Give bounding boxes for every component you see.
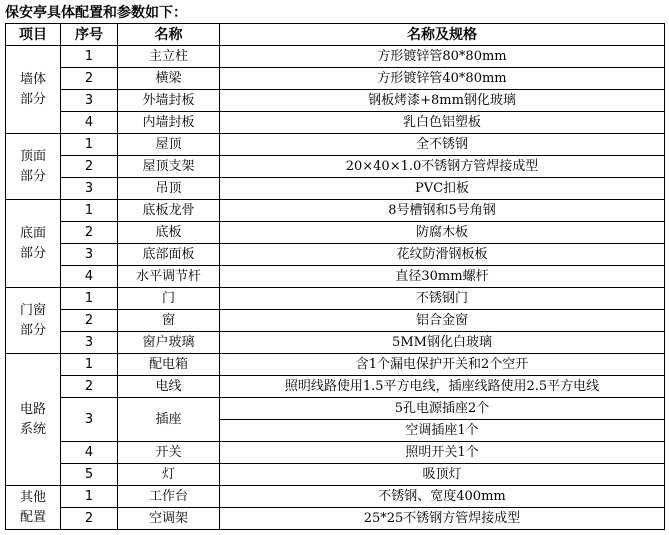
category-label: 墙体 [19,71,46,87]
item-name: 吊顶 [118,178,220,200]
item-name: 开关 [118,442,220,464]
header-number: 序号 [61,24,118,46]
table-row [6,486,665,508]
row-number: 1 [61,354,118,376]
item-spec: 钢板烤漆+8mm钢化玻璃 [220,90,665,112]
row-number: 1 [61,134,118,156]
item-spec: 照明开关1个 [220,442,665,464]
header-row [6,24,665,46]
item-spec: 不锈钢门 [220,288,665,310]
item-spec: 不锈钢、宽度400mm [220,486,665,508]
item-name: 水平调节杆 [118,266,220,288]
row-number: 2 [61,376,118,398]
item-name: 底板龙骨 [118,200,220,222]
item-spec: 20×40×1.0不锈钢方管焊接成型 [220,156,665,178]
item-spec: 5MM钢化白玻璃 [220,332,665,354]
item-spec: 乳白色铝塑板 [220,112,665,134]
row-number: 5 [61,464,118,486]
category-label: 门窗 [19,302,46,318]
item-name: 插座 [118,398,220,442]
category-label: 部分 [19,322,46,338]
category-label: 配置 [19,509,46,525]
table-row [6,398,665,420]
item-spec: 方形镀锌管40*80mm [220,68,665,90]
row-number: 2 [61,222,118,244]
row-number: 3 [61,178,118,200]
row-number: 1 [61,486,118,508]
header-category: 项目 [6,24,61,46]
row-number: 3 [61,244,118,266]
row-number: 1 [61,46,118,68]
table-row [6,376,665,398]
category-label: 系统 [19,421,46,437]
row-number: 3 [61,90,118,112]
category-label: 底面 [19,225,46,241]
item-spec: 含1个漏电保护开关和2个空开 [220,354,665,376]
page-title: 保安亭具体配置和参数如下： [5,5,187,21]
row-number: 3 [61,332,118,354]
item-name: 配电箱 [118,354,220,376]
table-row [6,332,665,354]
table-row [6,156,665,178]
header-name: 名称 [118,24,220,46]
row-number: 4 [61,442,118,464]
table-row [6,68,665,90]
category-cell [6,200,61,288]
table-row [6,200,665,222]
row-number: 4 [61,112,118,134]
item-name: 底板 [118,222,220,244]
row-number: 2 [61,156,118,178]
item-spec: 照明线路使用1.5平方电线，插座线路使用2.5平方电线 [220,376,665,398]
category-label: 部分 [19,91,46,107]
table-row [6,46,665,68]
table-row [6,266,665,288]
row-number: 4 [61,266,118,288]
category-cell [6,46,61,134]
item-name: 工作台 [118,486,220,508]
item-spec: 25*25不锈钢方管焊接成型 [220,508,665,530]
header-spec: 名称及规格 [220,24,665,46]
table-row [6,288,665,310]
category-cell [6,354,61,486]
item-name: 空调架 [118,508,220,530]
table-row [6,244,665,266]
spec-table [5,23,665,530]
table-row [6,354,665,376]
item-name: 屋顶 [118,134,220,156]
category-label: 顶面 [19,148,46,164]
item-spec: 5孔电源插座2个 [220,398,665,420]
table-row [6,222,665,244]
spec-body [6,46,665,530]
item-name: 窗 [118,310,220,332]
item-name: 电线 [118,376,220,398]
table-row [6,508,665,530]
item-spec: 铝合金窗 [220,310,665,332]
item-spec: PVC扣板 [220,178,665,200]
item-name: 灯 [118,464,220,486]
row-number: 3 [61,398,118,442]
item-name: 门 [118,288,220,310]
row-number: 2 [61,68,118,90]
category-label: 部分 [19,168,46,184]
table-row [6,112,665,134]
item-spec: 方形镀锌管80*80mm [220,46,665,68]
item-name: 窗户玻璃 [118,332,220,354]
item-spec: 花纹防滑钢板板 [220,244,665,266]
table-row [6,178,665,200]
category-cell [6,134,61,200]
row-number: 2 [61,508,118,530]
category-cell [6,288,61,354]
table-row [6,442,665,464]
category-cell [6,486,61,530]
table-row [6,310,665,332]
item-spec: 直径30mm螺杆 [220,266,665,288]
item-name: 屋顶支架 [118,156,220,178]
row-number: 1 [61,200,118,222]
item-spec: 全不锈钢 [220,134,665,156]
item-name: 主立柱 [118,46,220,68]
category-label: 其他 [19,489,46,505]
category-label: 电路 [19,401,46,417]
category-label: 部分 [19,245,46,261]
item-spec: 8号槽钢和5号角钢 [220,200,665,222]
item-name: 底部面板 [118,244,220,266]
item-spec: 吸顶灯 [220,464,665,486]
item-spec: 空调插座1个 [220,420,665,442]
table-row [6,464,665,486]
row-number: 1 [61,288,118,310]
item-spec: 防腐木板 [220,222,665,244]
item-name: 外墙封板 [118,90,220,112]
row-number: 2 [61,310,118,332]
item-name: 内墙封板 [118,112,220,134]
table-row [6,90,665,112]
table-row [6,134,665,156]
item-name: 横梁 [118,68,220,90]
